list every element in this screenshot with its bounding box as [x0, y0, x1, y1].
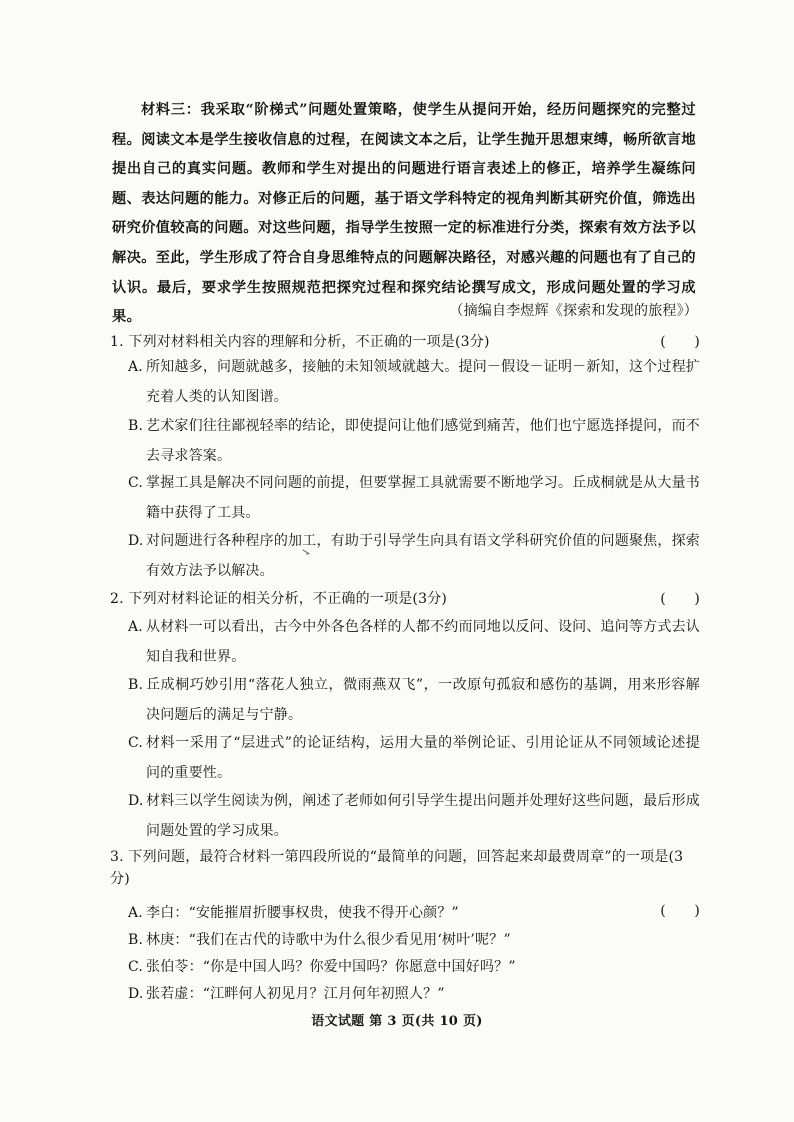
option-text: 掌握工具是解决不同问题的前提，但要掌握工具就需要不断地学习。丘成桐就是从大量书籍中获得了工具。	[146, 475, 700, 521]
question-1-stem	[110, 331, 702, 353]
stray-pen-mark-icon	[302, 549, 310, 555]
option-letter: C.	[128, 475, 144, 491]
question-2-answer-bracket: ( )	[660, 591, 700, 607]
question-1-option-a	[128, 352, 700, 412]
option-text: 材料一采用了“层进式”的论证结构，运用大量的举例论证、引用论证从不同领域论述提问的重要性。	[146, 735, 700, 781]
option-letter: C.	[128, 735, 144, 751]
question-1-text: 1. 下列对材料相关内容的理解和分析，不正确的一项是(3分)	[110, 334, 490, 350]
option-text: 从材料一可以看出，古今中外各色各样的人都不约而同地以反问、设问、追问等方式去认知自我和世界。	[146, 619, 700, 665]
question-1-option-b	[128, 411, 700, 471]
option-text: 艺术家们往往鄙视轻率的结论，即使提问让他们感觉到痛苦，他们也宁愿选择提问，而不去寻求答案。	[146, 418, 700, 464]
option-letter: B.	[128, 418, 144, 434]
question-2-option-a	[128, 612, 700, 672]
option-letter: A.	[128, 905, 143, 921]
material-three-source: （摘编自李煜辉《探索和发现的旅程》）	[449, 303, 698, 319]
question-1-option-d	[128, 526, 700, 586]
material-three-paragraph	[112, 96, 696, 333]
option-letter: A.	[128, 359, 143, 375]
question-3-text: 3. 下列问题，最符合材料一第四段所说的“最简单的问题，回答起来却最费周章”的一项是(3分)	[110, 849, 684, 887]
option-text: 林庚：“我们在古代的诗歌中为什么很少看见用‘树叶’呢？”	[146, 932, 511, 948]
option-text: 张伯苓：“你是中国人吗？你爱中国吗？你愿意中国好吗？”	[146, 959, 516, 975]
question-2-text: 2. 下列对材料论证的相关分析，不正确的一项是(3分)	[110, 591, 448, 607]
question-2-option-b	[128, 670, 700, 730]
question-3-answer-bracket: ( )	[660, 903, 700, 919]
question-3-option-c	[128, 952, 700, 982]
option-text: 李白：“安能摧眉折腰事权贵，使我不得开心颜？”	[146, 905, 459, 921]
question-1-option-c	[128, 468, 700, 528]
option-letter: D.	[128, 986, 144, 1002]
question-3-option-d	[128, 979, 700, 1009]
option-text: 对问题进行各种程序的加工，有助于引导学生向具有语文学科研究价值的问题聚焦，探索有效方法予以解决。	[146, 533, 700, 579]
material-three-text: 材料三：我采取“阶梯式”问题处置策略，使学生从提问开始，经历问题探究的完整过程。阅读文本是学生接收信息的过程，在阅读文本之后，让学生抛开思想束缚，畅所欲言地提出自己的真实问题。教师和学生对提出的问题进行语言表述上的修正，培养学生凝练问题、表达问题的能力。对修正后的问题，基于语文学科特定的视角判断其研究价值，筛选出研究价值较高的问题。对这些问题，指导学生按照一定的标准进行分类，探索有效方法予以解决。至此，学生形成了符合自身思维特点的问题解决路径，对感兴趣的问题也有了自己的认识。最后，要求学生按照规范把探究过程和探究结论撰写成文，形成问题处置的学习成果。	[112, 102, 696, 326]
question-2-stem	[110, 588, 702, 610]
question-1-answer-bracket: ( )	[660, 334, 700, 350]
option-letter: D.	[128, 533, 144, 549]
option-letter: C.	[128, 959, 144, 975]
option-letter: B.	[128, 677, 144, 693]
question-3-option-b	[128, 925, 700, 955]
option-text: 所知越多，问题就越多，接触的未知领域就越大。提问－假设－证明－新知，这个过程扩充着人类的认知图谱。	[146, 359, 700, 405]
question-3-option-a	[128, 898, 700, 928]
option-text: 材料三以学生阅读为例，阐述了老师如何引导学生提出问题并处理好这些问题，最后形成问题处置的学习成果。	[146, 793, 700, 839]
option-letter: A.	[128, 619, 143, 635]
option-letter: B.	[128, 932, 144, 948]
option-text: 丘成桐巧妙引用“落花人独立，微雨燕双飞”，一改原句孤寂和感伤的基调，用来形容解决问题后的满足与宁静。	[146, 677, 700, 723]
question-2-option-c	[128, 728, 700, 788]
page-footer: 语文试题 第 3 页(共 10 页)	[311, 1014, 483, 1029]
question-2-option-d	[128, 786, 700, 846]
option-letter: D.	[128, 793, 144, 809]
option-text: 张若虚：“江畔何人初见月？江月何年初照人？”	[146, 986, 445, 1002]
